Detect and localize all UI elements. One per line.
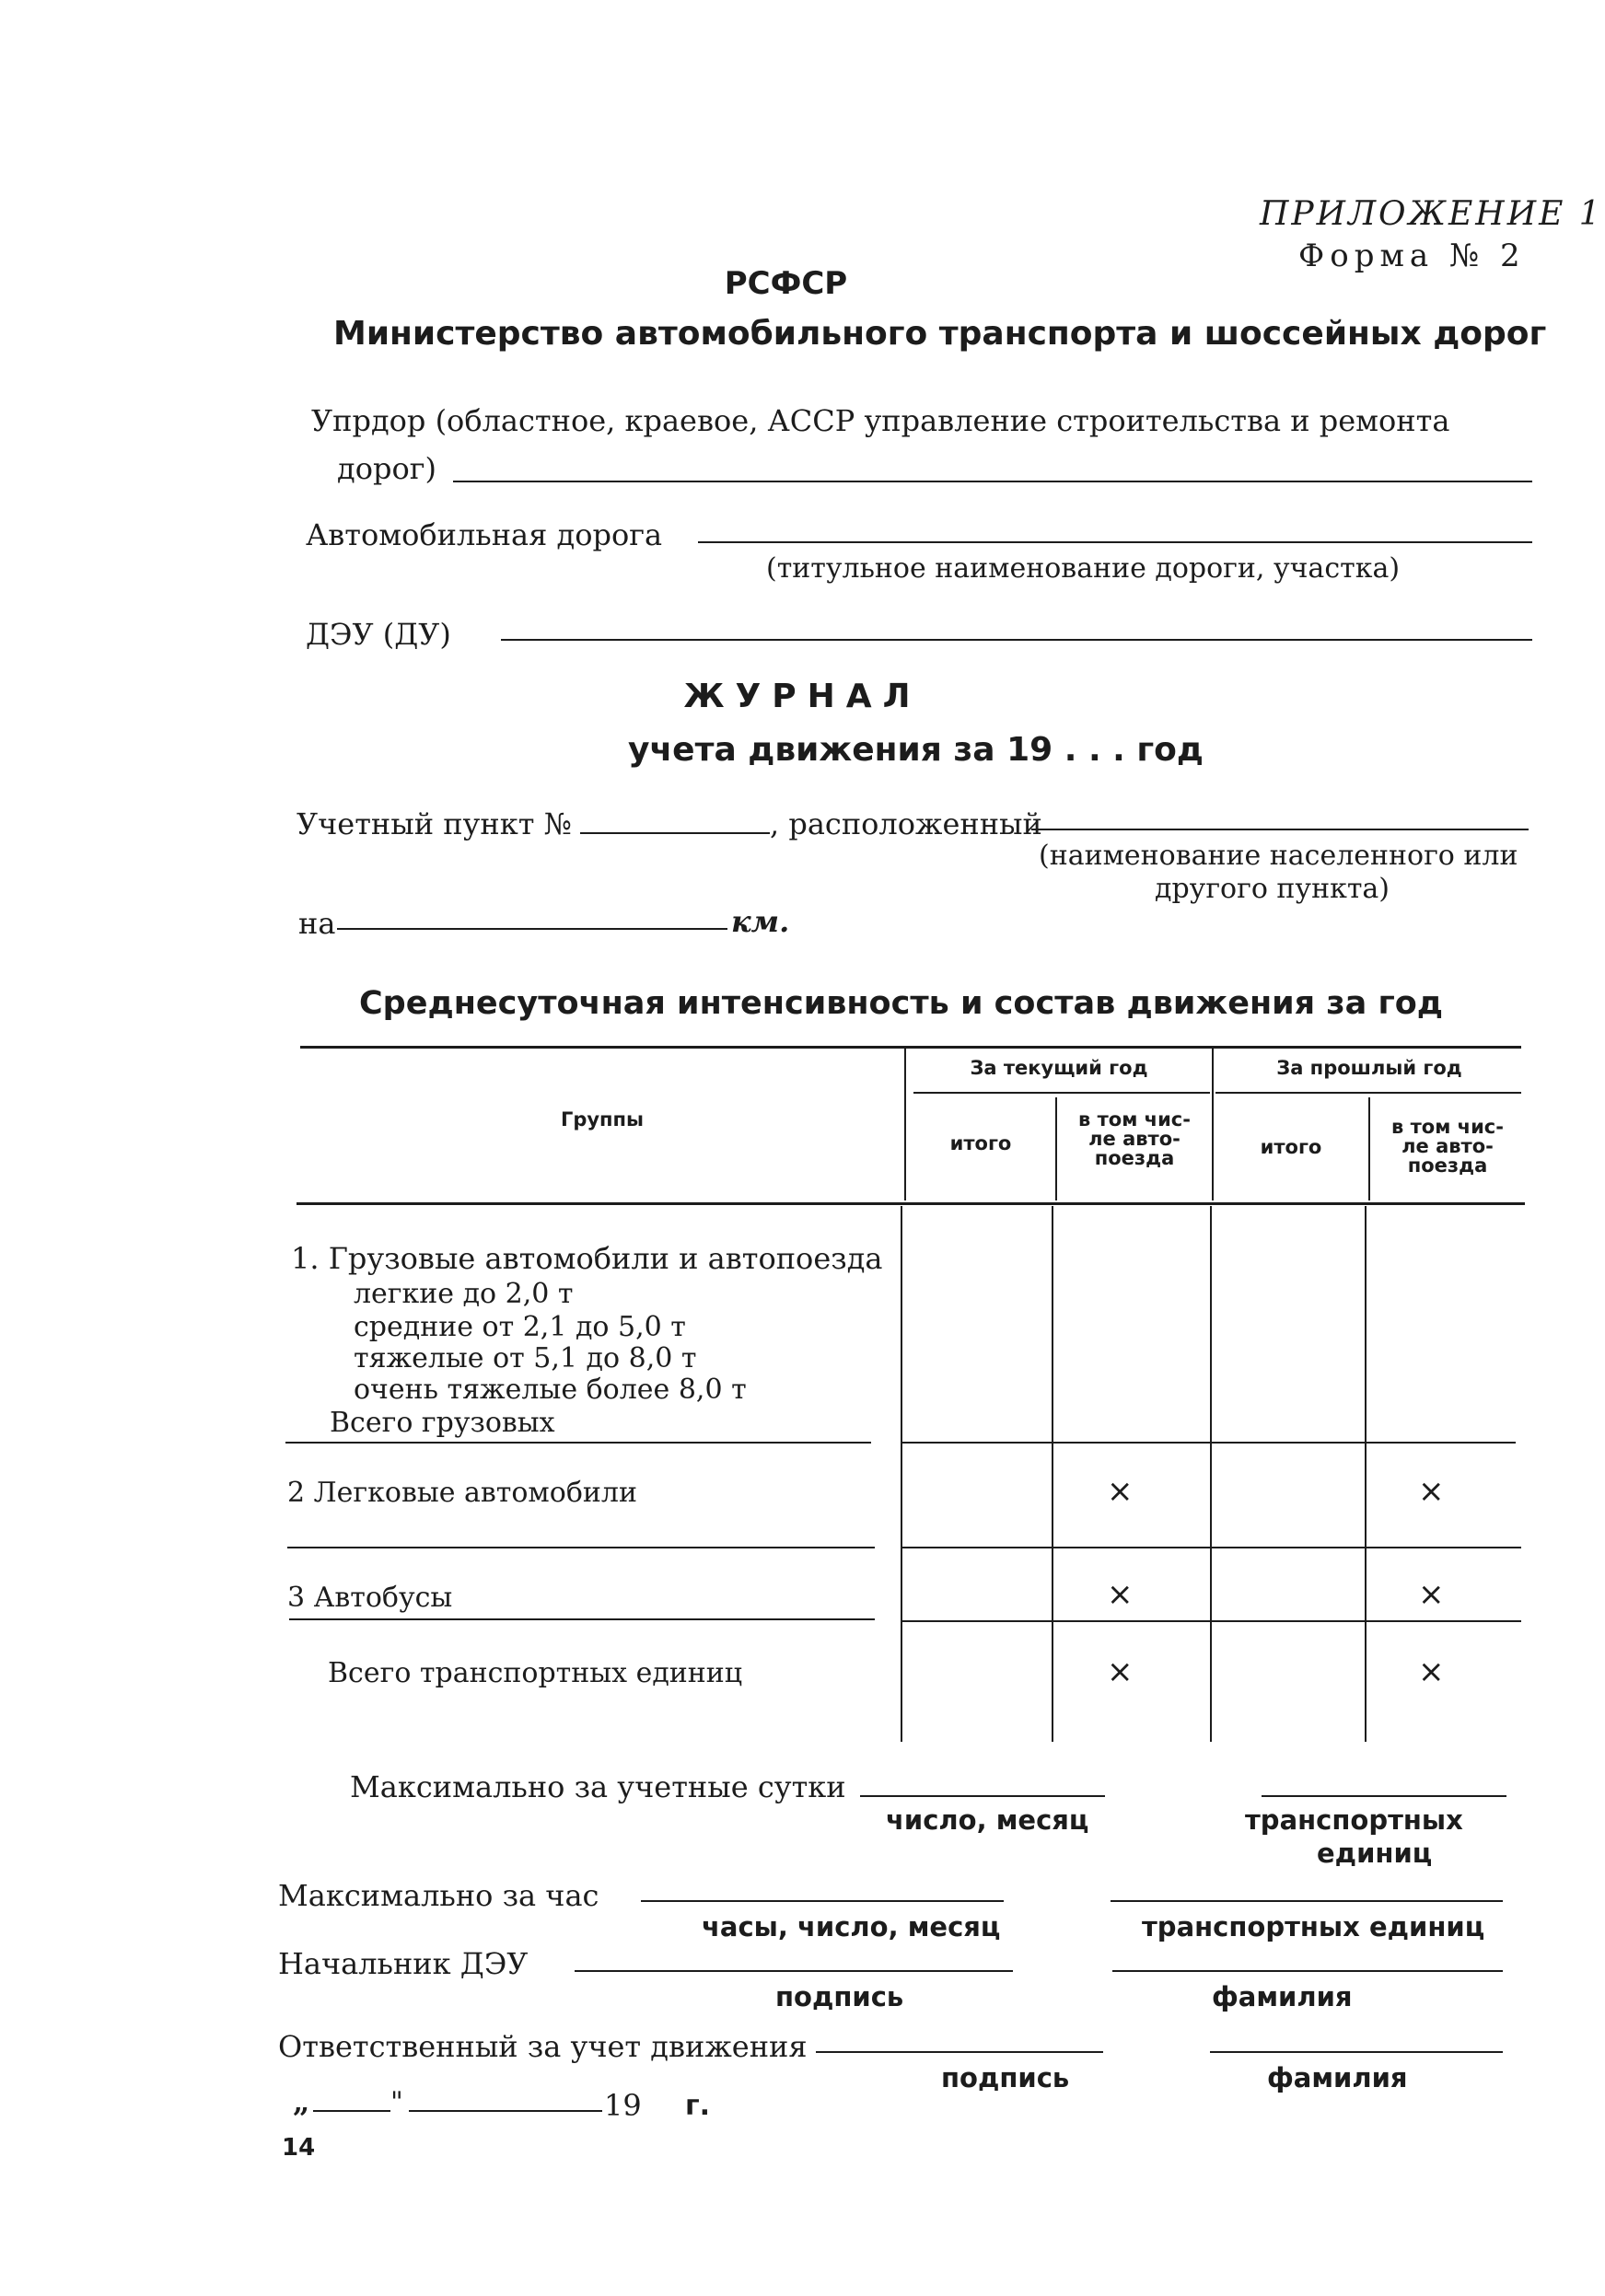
col-previous-header: За прошлый год xyxy=(1276,1057,1462,1079)
responsible-label: Ответственный за учет движения xyxy=(278,2029,808,2064)
page-number: 14 xyxy=(282,2134,316,2162)
date-year-prefix: 19 xyxy=(604,2088,642,2123)
table-title: Среднесуточная интенсивность и состав движения за год xyxy=(359,985,1444,1022)
point-located-label: , расположенный xyxy=(770,806,1042,841)
point-label: Учетный пункт № xyxy=(297,806,572,841)
row2-rule-right xyxy=(902,1547,1521,1548)
col-previous-trains-header: в том чис- ле авто- поезда xyxy=(1391,1116,1504,1177)
max-day-units-line[interactable] xyxy=(1262,1795,1506,1797)
uprdor-label-cont: дорог) xyxy=(337,451,436,486)
row2-cross-current: × xyxy=(1107,1473,1134,1510)
head-deu-signature-line[interactable] xyxy=(575,1970,1013,1972)
max-hour-label: Максимально за час xyxy=(278,1878,599,1913)
republic-heading: РСФСР xyxy=(724,265,848,302)
ministry-heading: Министерство автомобильного транспорта и шоссейных дорог xyxy=(333,315,1547,353)
max-hour-time-caption: часы, число, месяц xyxy=(702,1911,1001,1942)
max-day-label: Максимально за учетные сутки xyxy=(350,1769,846,1804)
row1-total: Всего грузовых xyxy=(330,1407,555,1439)
row1-title: 1. Грузовые автомобили и автопоезда xyxy=(291,1241,883,1276)
head-deu-surname-caption: фамилия xyxy=(1212,1981,1353,2012)
road-fill-line[interactable] xyxy=(698,541,1532,543)
max-day-units-caption-2: единиц xyxy=(1317,1838,1433,1869)
row1-very-heavy: очень тяжелые более 8,0 т xyxy=(354,1374,747,1406)
appendix-label: ПРИЛОЖЕНИЕ 1 xyxy=(1260,195,1603,233)
date-year-suffix: г. xyxy=(685,2090,711,2122)
row4-title: Всего транспортных единиц xyxy=(328,1657,743,1689)
col-current-header: За текущий год xyxy=(970,1057,1148,1079)
row4-cross-previous: × xyxy=(1418,1653,1445,1690)
point-hint-line1: (наименование населенного или xyxy=(1039,840,1518,872)
row4-cross-current: × xyxy=(1107,1653,1134,1690)
head-deu-signature-caption: подпись xyxy=(775,1981,904,2012)
point-location-line[interactable] xyxy=(1031,829,1529,830)
responsible-surname-line[interactable] xyxy=(1210,2051,1503,2053)
header-previous-rule xyxy=(1215,1092,1521,1094)
max-hour-time-line[interactable] xyxy=(641,1900,1004,1902)
row2-cross-previous: × xyxy=(1418,1473,1445,1510)
body-col-divider-2 xyxy=(1052,1206,1053,1742)
row3-cross-current: × xyxy=(1107,1576,1134,1613)
body-col-divider-3 xyxy=(1210,1206,1212,1742)
point-hint-line2: другого пункта) xyxy=(1155,873,1390,905)
responsible-signature-line[interactable] xyxy=(816,2051,1103,2053)
head-deu-surname-line[interactable] xyxy=(1112,1970,1503,1972)
road-hint: (титульное наименование дороги, участка) xyxy=(766,552,1401,585)
date-day-line[interactable] xyxy=(313,2110,390,2112)
max-day-date-caption: число, месяц xyxy=(886,1804,1089,1836)
deu-fill-line[interactable] xyxy=(501,639,1532,641)
body-col-divider-1 xyxy=(901,1206,902,1742)
row1-heavy: тяжелые от 5,1 до 8,0 т xyxy=(354,1342,697,1374)
header-current-rule xyxy=(913,1092,1210,1094)
date-quote-close: " xyxy=(390,2086,403,2118)
journal-subtitle: учета движения за 19 . . . год xyxy=(628,731,1204,769)
uprdor-fill-line[interactable] xyxy=(453,481,1532,482)
row1-medium: средние от 2,1 до 5,0 т xyxy=(354,1311,686,1343)
deu-label: ДЭУ (ДУ) xyxy=(306,617,451,652)
header-bottom-rule xyxy=(297,1202,1525,1205)
uprdor-label: Упрдор (областное, краевое, АССР управление строительства и ремонта xyxy=(311,403,1450,438)
row3-rule-left xyxy=(289,1618,875,1620)
row3-rule-right xyxy=(902,1620,1521,1622)
row1-rule-left xyxy=(285,1442,871,1444)
row1-rule-right xyxy=(902,1442,1516,1444)
road-label: Автомобильная дорога xyxy=(306,517,663,552)
row3-cross-previous: × xyxy=(1418,1576,1445,1613)
max-day-date-line[interactable] xyxy=(860,1795,1105,1797)
responsible-signature-caption: подпись xyxy=(941,2062,1070,2093)
point-number-line[interactable] xyxy=(580,832,770,834)
max-hour-units-line[interactable] xyxy=(1111,1900,1503,1902)
journal-title: ЖУРНАЛ xyxy=(683,678,922,715)
km-on-label: на xyxy=(298,906,336,941)
responsible-surname-caption: фамилия xyxy=(1267,2062,1408,2093)
max-hour-units-caption: транспортных единиц xyxy=(1142,1911,1485,1942)
km-unit: км. xyxy=(731,904,790,939)
table-top-rule xyxy=(300,1046,1521,1049)
max-day-units-caption: транспортных xyxy=(1245,1804,1463,1836)
row1-light: легкие до 2,0 т xyxy=(354,1278,574,1310)
row2-title: 2 Легковые автомобили xyxy=(287,1477,637,1509)
col-current-total-header: итого xyxy=(949,1132,1012,1154)
col-current-trains-header: в том чис- ле авто- поезда xyxy=(1078,1108,1191,1169)
head-deu-label: Начальник ДЭУ xyxy=(278,1946,529,1981)
col-groups-header: Группы xyxy=(560,1108,645,1131)
row2-rule-left xyxy=(287,1547,875,1548)
date-quote-open: „ xyxy=(293,2084,310,2119)
form-number: Форма № 2 xyxy=(1298,238,1526,274)
row3-title: 3 Автобусы xyxy=(287,1582,453,1614)
col-previous-total-header: итого xyxy=(1260,1136,1322,1158)
body-col-divider-4 xyxy=(1365,1206,1367,1742)
date-month-line[interactable] xyxy=(409,2110,602,2112)
km-fill-line[interactable] xyxy=(337,928,727,930)
